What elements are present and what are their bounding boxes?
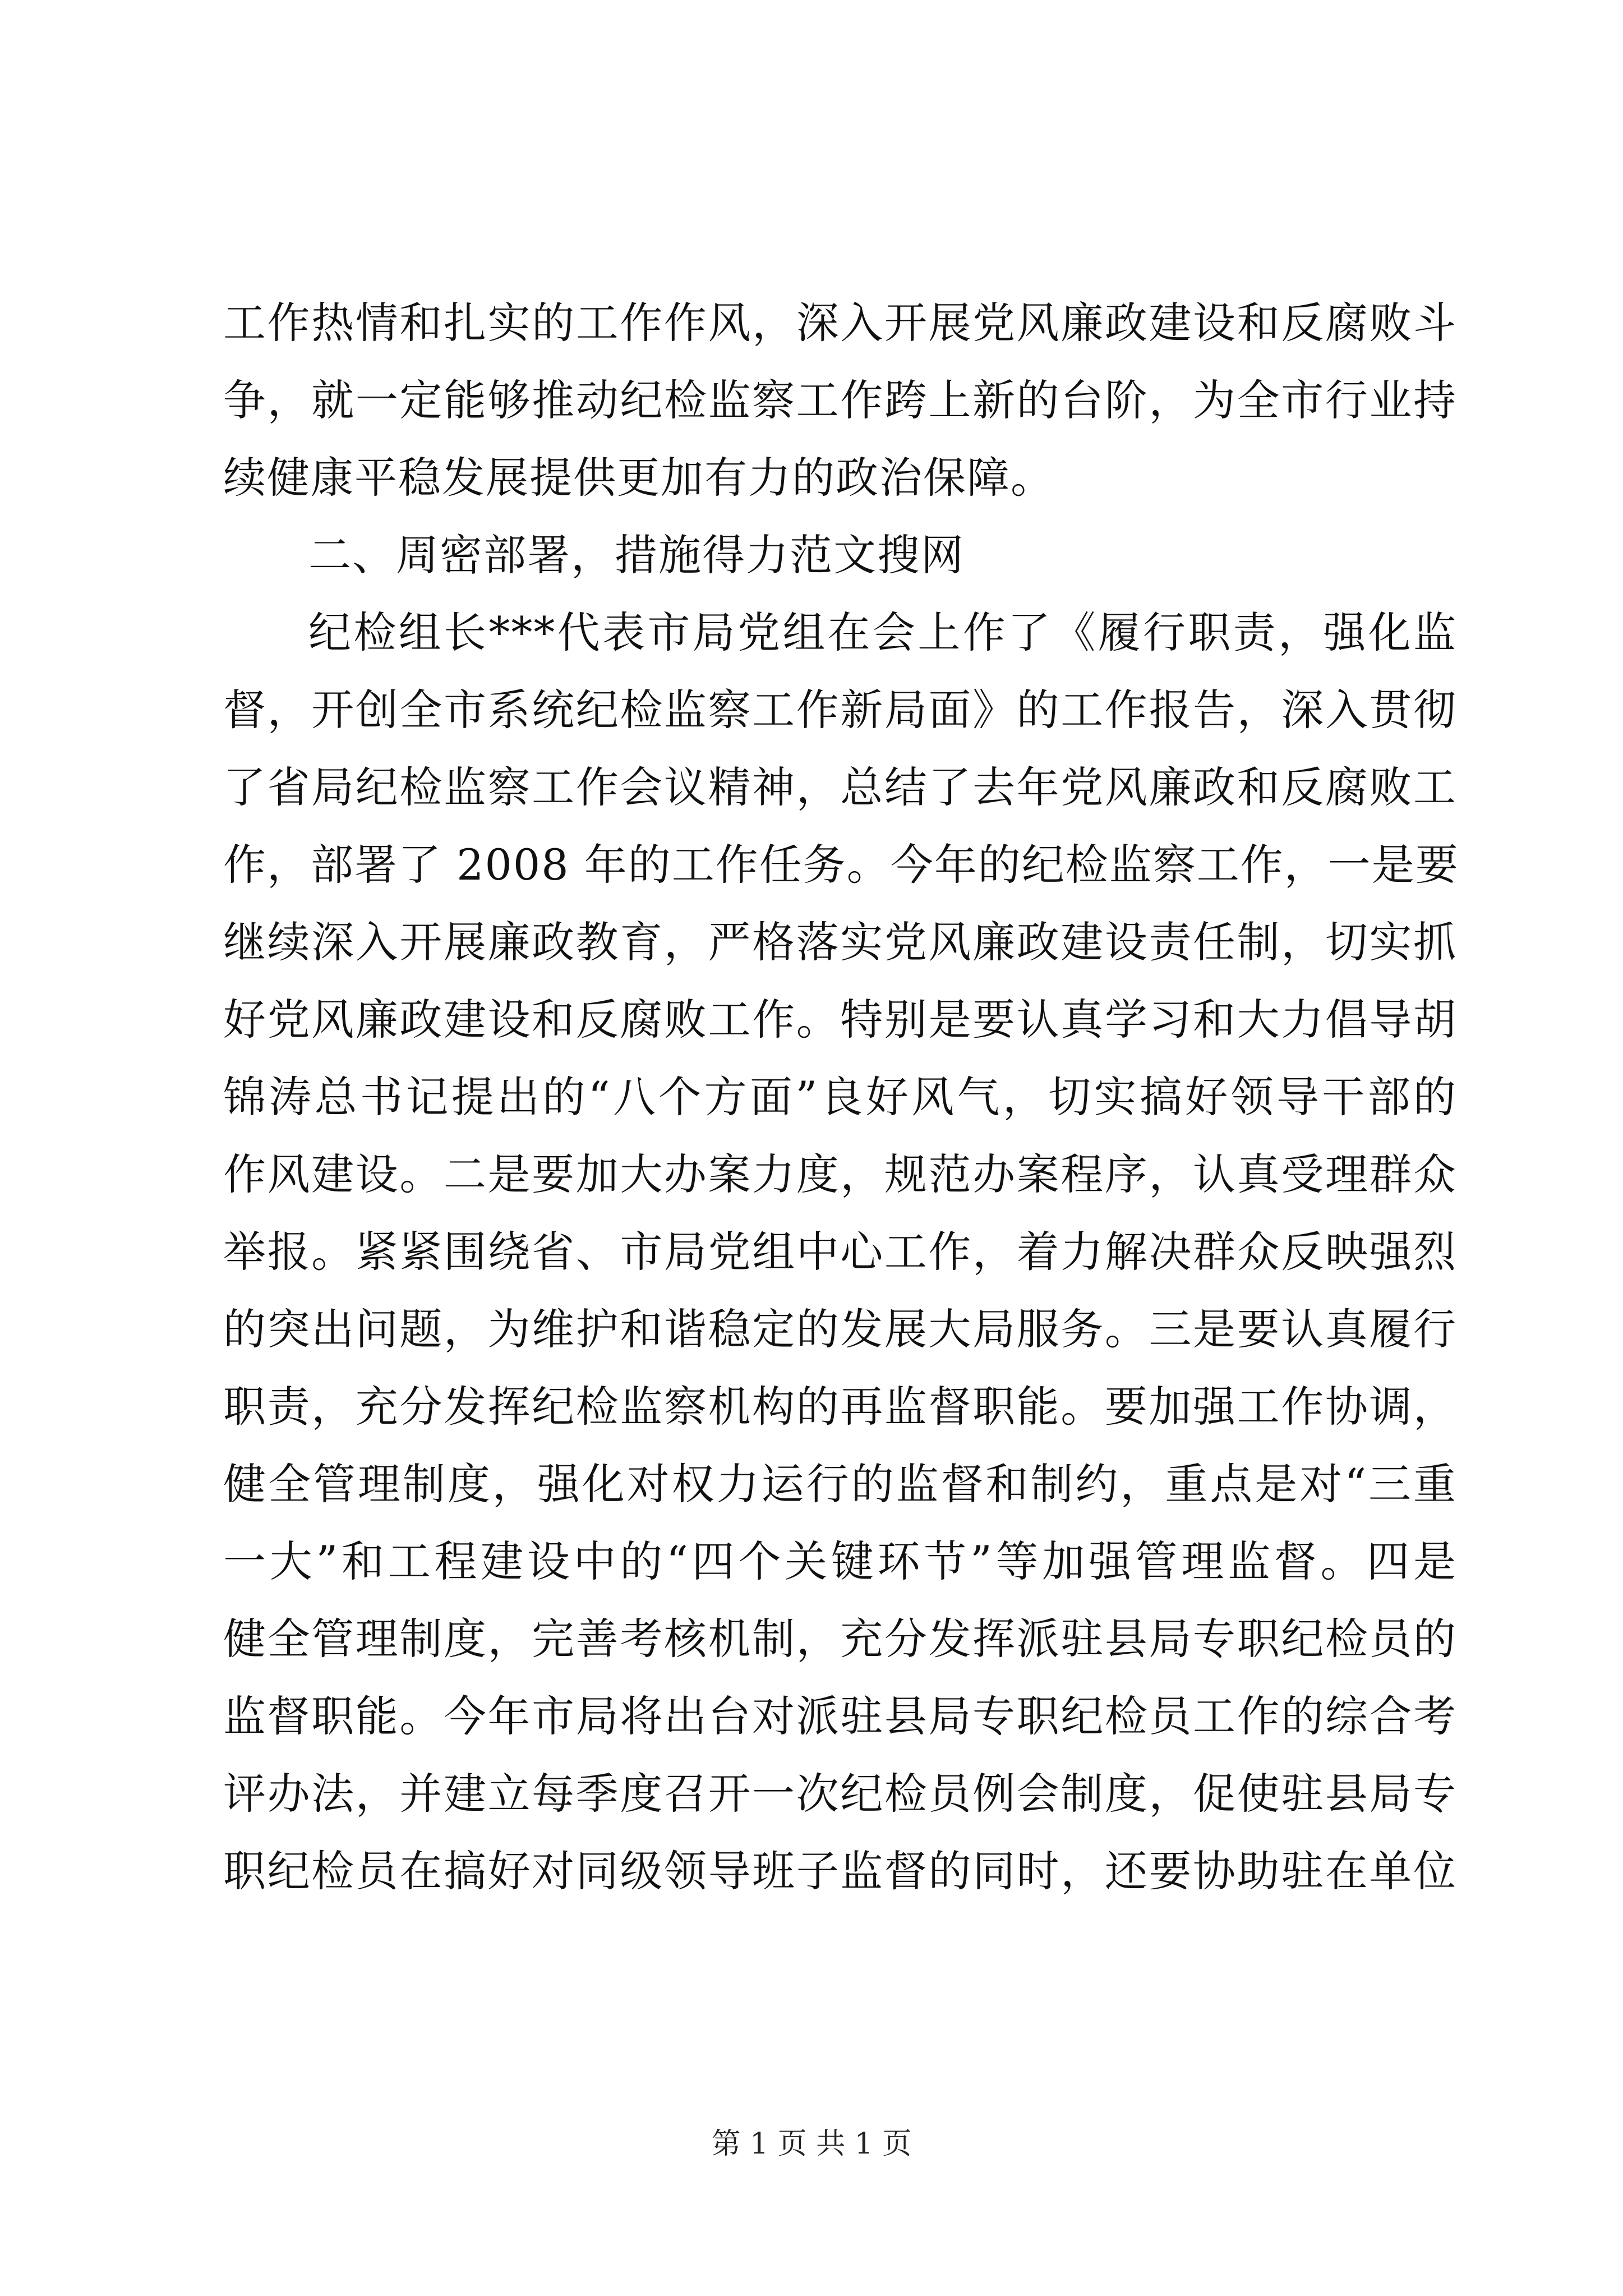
text-line: 一大”和工程建设中的“四个关键环节”等加强管理监督。四是	[223, 1536, 1457, 1586]
document-body	[223, 284, 1457, 1910]
text-line: 争，就一定能够推动纪检监察工作跨上新的台阶，为全市行业持	[223, 375, 1457, 425]
text-line: 锦涛总书记提出的“八个方面”良好风气，切实搞好领导干部的	[223, 1072, 1457, 1122]
page-footer: 第 1 页 共 1 页	[711, 2127, 912, 2161]
text-line: 健全管理制度，强化对权力运行的监督和制约，重点是对“三重	[223, 1459, 1457, 1509]
text-line: 作，部署了 2008 年的工作任务。今年的纪检监察工作，一是要	[223, 840, 1459, 890]
text-line: 纪检组长***代表市局党组在会上作了《履行职责，强化监	[308, 608, 1457, 657]
text-line: 监督职能。今年市局将出台对派驻县局专职纪检员工作的综合考	[223, 1691, 1457, 1741]
text-line: 续健康平稳发展提供更加有力的政治保障。	[223, 453, 1054, 503]
text-line: 督，开创全市系统纪检监察工作新局面》的工作报告，深入贯彻	[223, 685, 1457, 735]
text-line: 健全管理制度，完善考核机制，充分发挥派驻县局专职纪检员的	[223, 1614, 1457, 1664]
text-line: 作风建设。二是要加大办案力度，规范办案程序，认真受理群众	[223, 1149, 1457, 1199]
text-line: 职纪检员在搞好对同级领导班子监督的同时，还要协助驻在单位	[223, 1846, 1457, 1896]
text-line: 了省局纪检监察工作会议精神，总结了去年党风廉政和反腐败工	[223, 762, 1457, 812]
text-line: 举报。紧紧围绕省、市局党组中心工作，着力解决群众反映强烈	[223, 1227, 1457, 1277]
text-line: 继续深入开展廉政教育，严格落实党风廉政建设责任制，切实抓	[223, 917, 1457, 967]
text-line: 好党风廉政建设和反腐败工作。特别是要认真学习和大力倡导胡	[223, 995, 1457, 1045]
text-line: 工作热情和扎实的工作作风，深入开展党风廉政建设和反腐败斗	[223, 298, 1457, 348]
section-heading: 二、周密部署，措施得力范文搜网	[308, 530, 965, 580]
text-line: 评办法，并建立每季度召开一次纪检员例会制度，促使驻县局专	[223, 1769, 1457, 1819]
text-line: 的突出问题，为维护和谐稳定的发展大局服务。三是要认真履行	[223, 1304, 1457, 1354]
text-line: 职责，充分发挥纪检监察机构的再监督职能。要加强工作协调，	[223, 1382, 1457, 1432]
